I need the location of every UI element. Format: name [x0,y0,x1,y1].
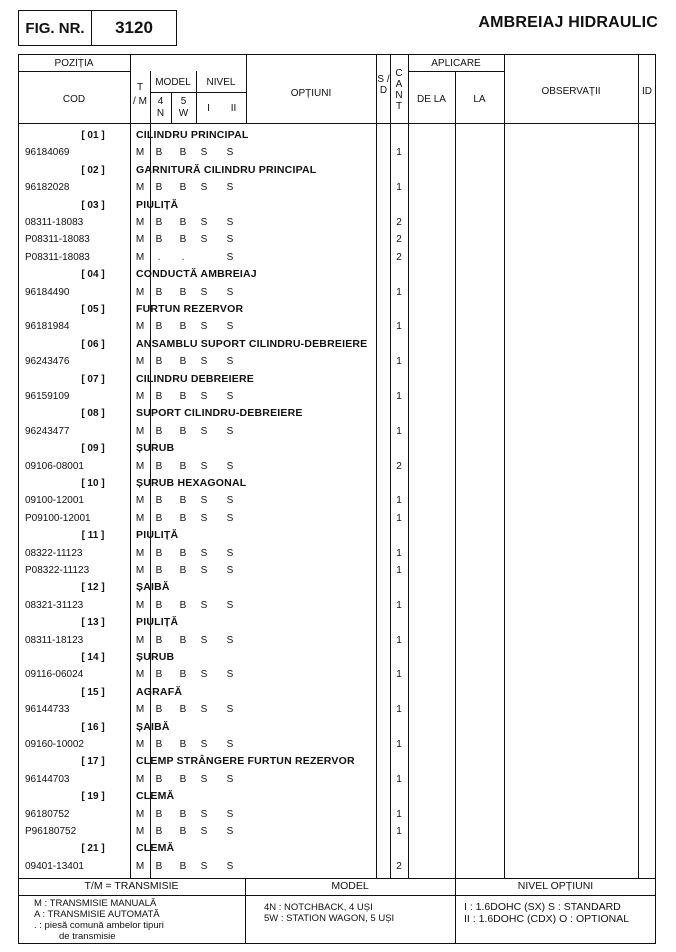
quantity-cell: 1 [396,826,402,837]
header-model-5-top: 5 [180,96,187,107]
model-4n-cell: . [157,251,161,263]
part-name: SUPORT CILINDRU-DEBREIERE [136,407,303,420]
header-tm-top: T [136,82,144,93]
level-2-cell: S [226,808,234,820]
level-2-cell: S [226,704,234,716]
group-row [18,840,656,857]
figure-number: 3120 [115,18,153,37]
part-name: PIULIȚĂ [136,529,179,542]
group-row [18,127,656,144]
transmission-cell: M [135,356,145,368]
level-2-cell: S [226,251,234,263]
level-2-cell: S [226,495,234,507]
part-row [18,249,656,266]
header-nivel-2: II [230,103,237,114]
transmission-cell: M [135,286,145,298]
model-4n-cell: B [155,826,163,837]
part-row [18,179,656,196]
model-4n-cell: B [155,512,163,524]
quantity-cell: 1 [396,634,402,646]
transmission-cell: M [135,182,145,194]
part-code: P08311-18083 [25,251,90,263]
transmission-cell: M [135,704,145,716]
model-4n-cell: B [155,495,163,507]
group-row [18,684,656,701]
level-2-cell: S [226,234,234,246]
transmission-cell: M [135,512,145,524]
level-1-cell: S [200,495,208,507]
header-id: ID [642,86,652,97]
part-code: 96144733 [25,704,70,716]
model-5w-cell: B [179,634,187,646]
part-row [18,701,656,718]
header-divider [150,92,246,93]
quantity-cell: 1 [396,147,402,159]
model-4n-cell: B [155,739,163,750]
quantity-cell: 2 [396,860,402,872]
figure-number-box [18,10,177,46]
level-2-cell: S [226,565,234,576]
level-1-cell: S [200,425,208,437]
part-row [18,144,656,161]
part-code: 96180752 [25,808,70,820]
level-1-cell: S [200,808,208,820]
level-1-cell: S [200,826,208,837]
part-code: 09401-13401 [25,860,84,872]
transmission-cell: M [135,251,145,263]
part-code: 96144703 [25,773,70,785]
position-label: [ 09 ] [81,443,105,455]
part-name: AGRAFĂ [136,685,183,698]
group-row [18,614,656,631]
level-1-cell: S [200,860,208,872]
level-2-cell: S [226,217,234,228]
quantity-cell: 1 [396,391,402,402]
part-row [18,214,656,231]
header-la: LA [473,94,486,105]
header-bottom-rule [18,123,656,124]
position-label: [ 17 ] [81,756,105,768]
part-code: 96184490 [25,286,70,298]
part-code: P08322-11123 [25,565,90,576]
legend-tm-title: T/M = TRANSMISIE [84,880,179,892]
model-5w-cell: B [179,739,187,750]
model-5w-cell: B [179,182,187,194]
part-code: P08311-18083 [25,234,90,246]
model-4n-cell: B [155,217,163,228]
legend-tm-line: de transmisie [59,931,116,942]
quantity-cell: 1 [396,425,402,437]
group-row [18,649,656,666]
position-label: [ 08 ] [81,408,105,420]
quantity-cell: 1 [396,286,402,298]
level-1-cell: S [200,669,208,681]
legend-model-line: 5W : STATION WAGON, 5 UȘI [264,913,395,924]
part-code: 08311-18083 [25,217,84,228]
position-label: [ 13 ] [81,617,105,629]
level-2-cell: S [226,147,234,159]
legend-model-title: MODEL [331,880,369,892]
group-row [18,788,656,805]
position-label: [ 04 ] [81,269,105,281]
transmission-cell: M [135,599,145,611]
model-4n-cell: B [155,773,163,785]
model-5w-cell: B [179,460,187,472]
model-5w-cell: B [179,547,187,559]
part-row [18,823,656,840]
level-1-cell: S [200,356,208,368]
legend-model-line: 4N : NOTCHBACK, 4 UȘI [264,902,373,913]
header-model-5-bottom: W [178,108,189,119]
position-label: [ 12 ] [81,582,105,594]
level-1-cell: S [200,565,208,576]
group-row [18,371,656,388]
quantity-cell: 1 [396,321,402,333]
transmission-cell: M [135,773,145,785]
level-1-cell: S [200,217,208,228]
level-2-cell: S [226,356,234,368]
part-row [18,458,656,475]
part-code: 96181984 [25,321,70,333]
level-1-cell: S [200,599,208,611]
transmission-cell: M [135,147,145,159]
part-name: CLEMP STRÂNGERE FURTUN REZERVOR [136,755,355,768]
level-1-cell: S [200,182,208,194]
model-4n-cell: B [155,356,163,368]
level-1-cell: S [200,234,208,246]
part-row [18,284,656,301]
level-2-cell: S [226,425,234,437]
model-5w-cell: B [179,704,187,716]
position-label: [ 14 ] [81,652,105,663]
header-cod: COD [62,94,86,105]
quantity-cell: 1 [396,808,402,820]
group-row [18,719,656,736]
position-label: [ 06 ] [81,338,105,350]
quantity-cell: 1 [396,773,402,785]
group-row [18,753,656,770]
part-row [18,318,656,335]
group-row [18,527,656,544]
part-code: P09100-12001 [25,512,91,524]
level-1-cell: S [200,286,208,298]
part-code: 08322-11123 [25,547,83,559]
model-4n-cell: B [155,547,163,559]
model-5w-cell: B [179,147,187,159]
header-nivel-1: I [207,103,210,114]
level-1-cell: S [200,547,208,559]
group-row [18,475,656,492]
header-divider [408,71,504,72]
model-4n-cell: B [155,634,163,646]
quantity-cell: 1 [396,356,402,368]
level-2-cell: S [226,321,234,333]
transmission-cell: M [135,234,145,246]
model-4n-cell: B [155,321,163,333]
part-row [18,562,656,579]
model-4n-cell: B [155,704,163,716]
part-row [18,545,656,562]
header-pozitia: POZIȚIA [54,58,94,69]
model-5w-cell: B [179,321,187,333]
model-5w-cell: B [179,599,187,611]
model-4n-cell: B [155,391,163,402]
part-name: CILINDRU PRINCIPAL [136,129,249,141]
position-label: [ 03 ] [81,199,105,211]
model-4n-cell: B [155,860,163,872]
level-2-cell: S [226,669,234,681]
part-name: GARNITURĂ CILINDRU PRINCIPAL [136,163,317,176]
part-row [18,492,656,509]
legend-top-rule [18,878,656,879]
level-1-cell: S [200,391,208,402]
transmission-cell: M [135,321,145,333]
header-model-4-bottom: N [156,108,165,119]
part-name: ȘURUB HEXAGONAL [136,477,247,489]
level-1-cell: S [200,321,208,333]
part-row [18,423,656,440]
transmission-cell: M [135,547,145,559]
position-label: [ 19 ] [81,791,105,803]
transmission-cell: M [135,425,145,437]
header-model: MODEL [155,77,191,88]
part-name: CLEMĂ [136,790,175,803]
level-2-cell: S [226,286,234,298]
part-code: 96159109 [25,391,70,402]
level-2-cell: S [226,599,234,611]
level-1-cell: S [200,512,208,524]
model-5w-cell: B [179,669,187,681]
model-5w-cell: B [179,860,187,872]
level-2-cell: S [226,182,234,194]
position-label: [ 01 ] [81,130,105,141]
model-4n-cell: B [155,808,163,820]
quantity-cell: 1 [396,182,402,194]
transmission-cell: M [135,391,145,402]
part-name: CLEMĂ [136,842,175,855]
header-optiuni: OPȚIUNI [290,88,332,99]
position-label: [ 07 ] [81,373,105,385]
header-cant: C A N T [395,68,403,112]
quantity-cell: 1 [396,512,402,524]
level-1-cell: S [200,704,208,716]
model-5w-cell: B [179,808,187,820]
part-code: P96180752 [25,826,77,837]
figure-label: FIG. NR. [19,11,92,45]
position-label: [ 05 ] [81,304,105,315]
transmission-cell: M [135,739,145,750]
legend-tm-line: A : TRANSMISIE AUTOMATĂ [34,909,160,920]
part-row [18,858,656,875]
model-5w-cell: B [179,217,187,228]
group-row [18,336,656,353]
model-5w-cell: B [179,286,187,298]
position-label: [ 15 ] [81,686,105,698]
part-code: 09160-10002 [25,739,84,750]
model-5w-cell: B [179,391,187,402]
part-code: 96182028 [25,182,70,194]
part-row [18,388,656,405]
level-2-cell: S [226,826,234,837]
legend-nivel-line: I : 1.6DOHC (SX) S : STANDARD [464,901,621,913]
header-observatii: OBSERVAȚII [541,86,601,97]
part-code: 09106-08001 [25,460,84,472]
part-code: 09100-12001 [25,495,84,507]
part-row [18,632,656,649]
header-tm-bottom: / M [133,96,147,107]
model-4n-cell: B [155,234,163,246]
legend-nivel-title: NIVEL OPȚIUNI [517,880,594,892]
quantity-cell: 2 [396,251,402,263]
position-label: [ 11 ] [81,530,105,542]
model-5w-cell: B [179,425,187,437]
part-code: 96243476 [25,356,70,368]
model-5w-cell: B [179,773,187,785]
model-4n-cell: B [155,565,163,576]
part-name: ANSAMBLU SUPORT CILINDRU-DEBREIERE [136,337,368,350]
position-label: [ 10 ] [81,478,105,489]
transmission-cell: M [135,808,145,820]
group-row [18,440,656,457]
transmission-cell: M [135,634,145,646]
part-row [18,806,656,823]
part-row [18,597,656,614]
group-row [18,405,656,422]
group-row [18,579,656,596]
part-row [18,666,656,683]
model-4n-cell: B [155,460,163,472]
header-model-4-top: 4 [157,96,164,107]
model-5w-cell: B [179,356,187,368]
part-name: ȘAIBĂ [136,581,170,594]
position-label: [ 16 ] [81,721,105,733]
legend-header-rule [18,895,656,896]
part-name: ȘURUB [136,651,175,663]
part-row [18,510,656,527]
model-4n-cell: B [155,669,163,681]
quantity-cell: 1 [396,599,402,611]
model-5w-cell: B [179,512,187,524]
part-row [18,231,656,248]
group-row [18,197,656,214]
part-name: ȘAIBĂ [136,720,170,733]
part-row [18,353,656,370]
model-4n-cell: B [155,147,163,159]
part-code: 96184069 [25,147,70,159]
model-5w-cell: B [179,826,187,837]
header-divider [18,71,130,72]
model-5w-cell: B [179,495,187,507]
level-2-cell: S [226,773,234,785]
level-1-cell: S [200,739,208,750]
group-row [18,162,656,179]
position-label: [ 02 ] [81,164,105,176]
transmission-cell: M [135,217,145,228]
quantity-cell: 1 [396,565,402,576]
legend-nivel-line: II : 1.6DOHC (CDX) O : OPTIONAL [464,913,630,925]
model-5w-cell: . [181,251,185,263]
part-name: PIULIȚĂ [136,198,179,211]
part-row [18,736,656,753]
level-2-cell: S [226,460,234,472]
part-name: PIULIȚĂ [136,616,179,629]
part-name: FURTUN REZERVOR [136,303,244,315]
position-label: [ 21 ] [81,843,105,855]
part-code: 09116-06024 [25,669,84,681]
level-1-cell: S [200,634,208,646]
model-4n-cell: B [155,286,163,298]
part-code: 96243477 [25,425,70,437]
level-1-cell: S [200,773,208,785]
model-4n-cell: B [155,182,163,194]
header-nivel: NIVEL [206,77,236,88]
part-name: CONDUCTĂ AMBREIAJ [136,268,257,281]
part-name: ȘURUB [136,442,175,455]
quantity-cell: 2 [396,460,402,472]
quantity-cell: 1 [396,547,402,559]
model-4n-cell: B [155,599,163,611]
quantity-cell: 1 [396,704,402,716]
quantity-cell: 1 [396,495,402,507]
header-sd: S / D [377,74,390,96]
level-1-cell: S [200,460,208,472]
model-5w-cell: B [179,565,187,576]
header-de-la: DE LA [417,94,446,105]
group-row [18,266,656,283]
level-2-cell: S [226,634,234,646]
level-1-cell: S [200,147,208,159]
legend-tm-line: M : TRANSMISIE MANUALĂ [34,898,157,909]
transmission-cell: M [135,860,145,872]
level-2-cell: S [226,860,234,872]
header-aplicare: APLICARE [431,58,481,69]
level-2-cell: S [226,512,234,524]
quantity-cell: 1 [396,739,402,750]
quantity-cell: 1 [396,669,402,681]
quantity-cell: 2 [396,217,402,228]
part-code: 08311-18123 [25,634,84,646]
transmission-cell: M [135,669,145,681]
level-2-cell: S [226,391,234,402]
transmission-cell: M [135,495,145,507]
part-row [18,771,656,788]
part-code: 08321-31123 [25,599,84,611]
level-2-cell: S [226,739,234,750]
model-5w-cell: B [179,234,187,246]
page-title: AMBREIAJ HIDRAULIC [478,14,658,31]
transmission-cell: M [135,460,145,472]
transmission-cell: M [135,565,145,576]
group-row [18,301,656,318]
part-name: CILINDRU DEBREIERE [136,372,254,385]
transmission-cell: M [135,826,145,837]
model-4n-cell: B [155,425,163,437]
legend-tm-line: . : piesă comună ambelor tipuri [34,920,164,931]
quantity-cell: 2 [396,234,402,246]
level-2-cell: S [226,547,234,559]
